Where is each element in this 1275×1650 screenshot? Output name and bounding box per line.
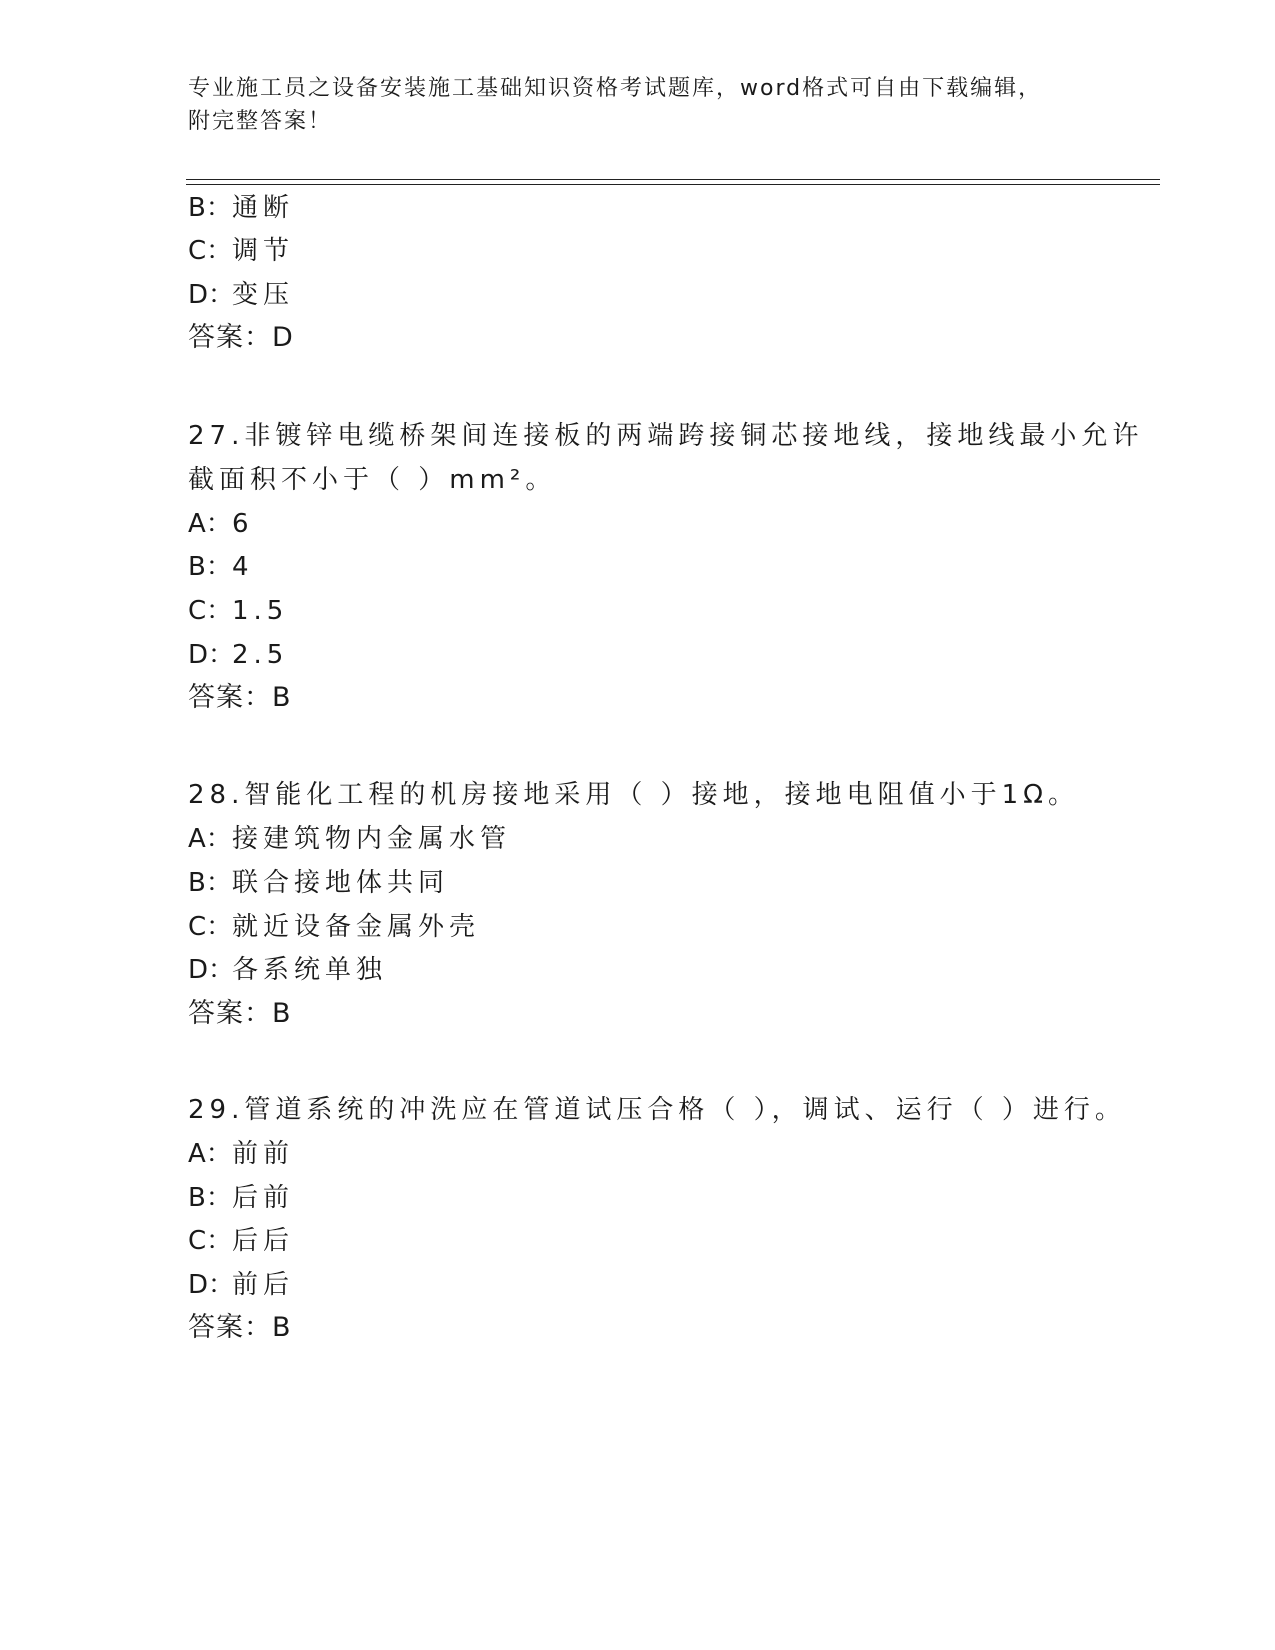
option-label: A： (188, 509, 232, 539)
option-text: 后后 (232, 1226, 295, 1256)
q26-option-b (188, 190, 294, 226)
header-line-1: 专业施工员之设备安装施工基础知识资格考试题库，word格式可自由下载编辑， (188, 76, 1043, 101)
header-line-2: 附完整答案！ (188, 109, 333, 134)
option-label: B： (188, 552, 232, 582)
option-text: 前前 (232, 1139, 295, 1169)
q28-stem-line-1: 28.智能化工程的机房接地采用（ ）接地，接地电阻值小于1Ω。 (188, 780, 1080, 810)
option-text: 2.5 (232, 640, 289, 670)
q28-option-b (188, 865, 449, 901)
option-text: 变压 (232, 280, 295, 310)
q29-option-a (188, 1136, 294, 1172)
q29-option-d (188, 1267, 294, 1303)
option-label: D： (188, 955, 235, 985)
option-label: B： (188, 193, 232, 223)
q27-answer: 答案：B (188, 682, 292, 713)
option-label: B： (188, 1183, 232, 1213)
q28-option-c (188, 909, 480, 945)
option-label: A： (188, 824, 232, 854)
option-label: C： (188, 912, 233, 942)
q26-option-d (188, 277, 294, 313)
q28-option-d (188, 952, 387, 988)
q29-answer: 答案：B (188, 1312, 292, 1343)
q27-option-a (188, 506, 254, 542)
option-text: 6 (232, 509, 254, 539)
option-text: 通断 (232, 193, 295, 223)
option-label: B： (188, 868, 232, 898)
q27-stem-line-2: 截面积不小于（ ）mm²。 (188, 465, 557, 495)
q27-option-c (188, 593, 288, 629)
option-label: D： (188, 280, 235, 310)
option-text: 后前 (232, 1183, 295, 1213)
option-label: C： (188, 1226, 233, 1256)
option-text: 就近设备金属外壳 (232, 912, 481, 942)
q29-option-b (188, 1180, 294, 1216)
option-label: D： (188, 1270, 235, 1300)
option-text: 联合接地体共同 (232, 868, 450, 898)
q27-option-b (188, 549, 254, 585)
header-divider-top (186, 179, 1160, 180)
option-label: D： (188, 640, 235, 670)
q28-answer: 答案：B (188, 998, 292, 1029)
q29-option-c (188, 1223, 294, 1259)
option-text: 调节 (232, 236, 295, 266)
option-label: A： (188, 1139, 232, 1169)
q27-stem-line-1: 27.非镀锌电缆桥架间连接板的两端跨接铜芯接地线，接地线最小允许 (188, 421, 1144, 451)
option-text: 4 (232, 552, 254, 582)
q29-stem-line-1: 29.管道系统的冲洗应在管道试压合格（ ），调试、运行（ ）进行。 (188, 1095, 1126, 1125)
option-text: 各系统单独 (232, 955, 388, 985)
q26-option-c (188, 233, 294, 269)
q26-answer: 答案：D (188, 322, 294, 353)
q28-option-a (188, 821, 511, 857)
option-label: C： (188, 236, 233, 266)
option-label: C： (188, 596, 233, 626)
header-divider-bottom (186, 184, 1160, 185)
document-header (188, 72, 1108, 138)
option-text: 前后 (232, 1270, 295, 1300)
option-text: 1.5 (232, 596, 289, 626)
option-text: 接建筑物内金属水管 (232, 824, 512, 854)
q27-option-d (188, 637, 288, 673)
